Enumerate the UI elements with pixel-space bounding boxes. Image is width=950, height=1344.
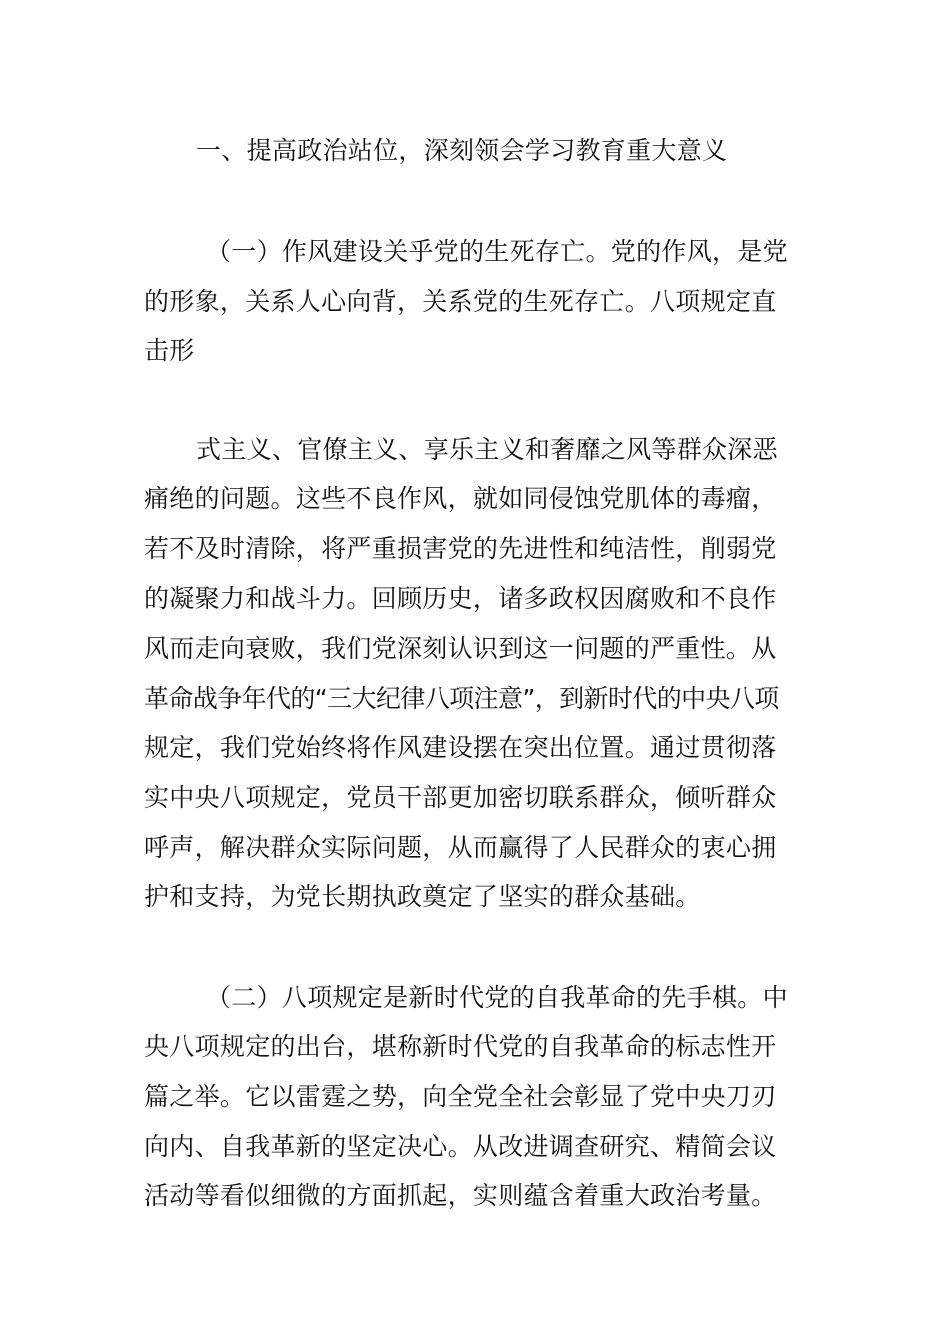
paragraph-line: 击形 — [144, 336, 195, 365]
paragraph-line: （二）八项规定是新时代党的自我革命的先手棋。中 — [206, 983, 788, 1012]
paragraph-line: 活动等看似细微的方面抓起，实则蕴含着重大政治考量。 — [144, 1181, 777, 1210]
paragraph-line: 央八项规定的出台，堪称新时代党的自我革命的标志性开 — [144, 1032, 777, 1061]
paragraph-line: 痛绝的问题。这些不良作风，就如同侵蚀党肌体的毒瘤， — [144, 484, 777, 513]
paragraph-line: 的形象，关系人心向背，关系党的生死存亡。八项规定直 — [144, 287, 777, 316]
paragraph-line: 式主义、官僚主义、享乐主义和奢靡之风等群众深恶 — [196, 435, 778, 464]
paragraph-line: 篇之举。它以雷霆之势，向全党全社会彰显了党中央刀刃 — [144, 1082, 777, 1111]
paragraph-line: 若不及时清除，将严重损害党的先进性和纯洁性，削弱党 — [144, 534, 777, 563]
paragraph-line: 规定，我们党始终将作风建设摆在突出位置。通过贯彻落 — [144, 733, 777, 762]
paragraph-line: 向内、自我革新的坚定决心。从改进调查研究、精简会议 — [144, 1132, 777, 1161]
paragraph-line: 实中央八项规定，党员干部更加密切联系群众，倾听群众 — [144, 783, 777, 812]
section-heading: 一、提高政治站位，深刻领会学习教育重大意义 — [196, 136, 728, 165]
paragraph-line: 呼声，解决群众实际问题，从而赢得了人民群众的衷心拥 — [144, 833, 777, 862]
paragraph-line: 风而走向衰败，我们党深刻认识到这一问题的严重性。从 — [144, 634, 777, 663]
paragraph-line: 护和支持，为党长期执政奠定了坚实的群众基础。 — [144, 882, 701, 911]
paragraph-line: 革命战争年代的“三大纪律八项注意”，到新时代的中央八项 — [144, 684, 779, 713]
paragraph-line: （一）作风建设关乎党的生死存亡。党的作风，是党 — [206, 237, 788, 266]
paragraph-line: 的凝聚力和战斗力。回顾历史，诸多政权因腐败和不良作 — [144, 584, 777, 613]
